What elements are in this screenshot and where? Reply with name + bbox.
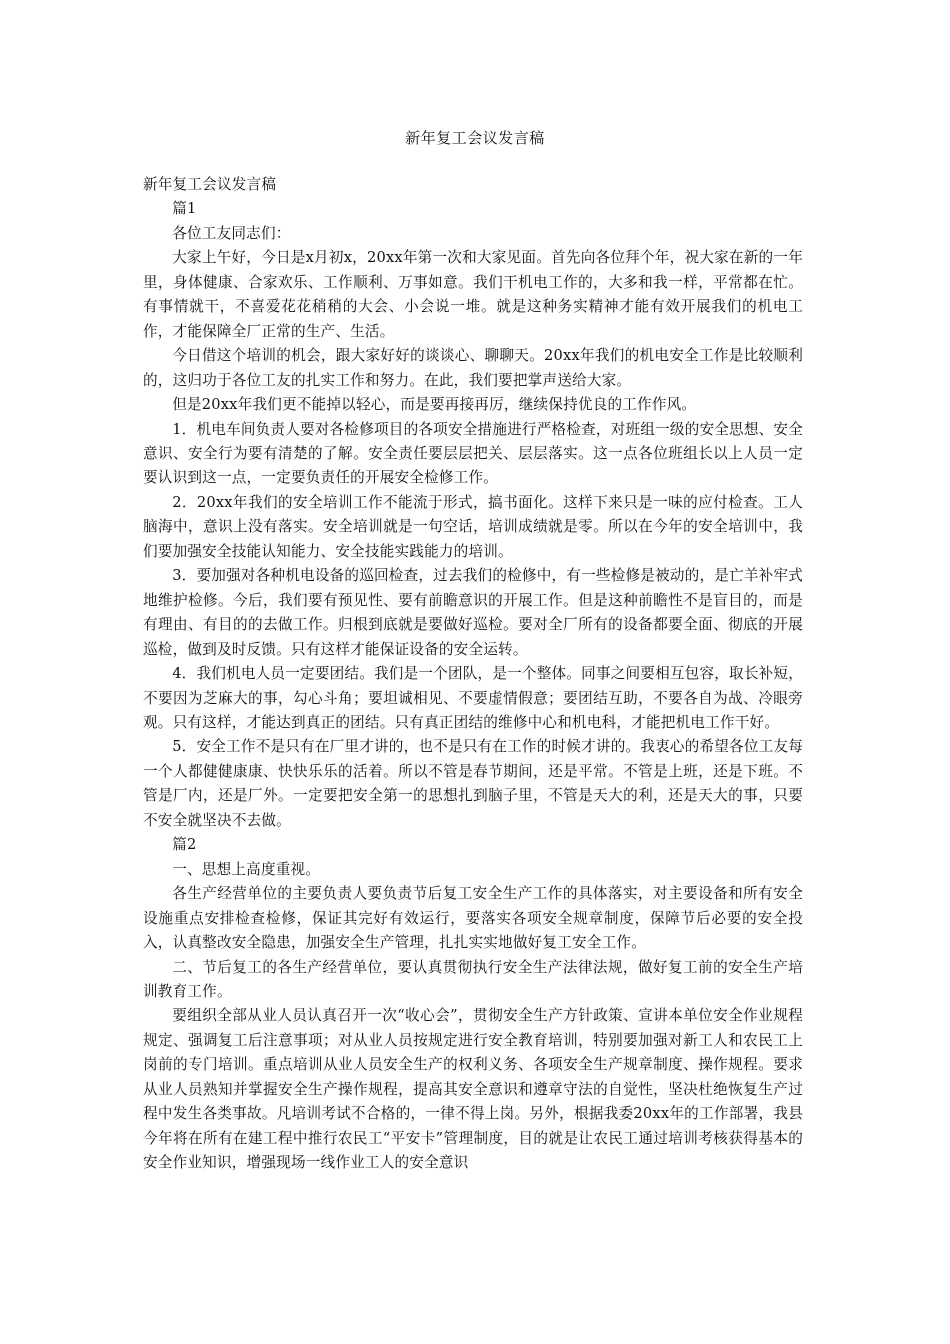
paragraph: 4．我们机电人员一定要团结。我们是一个团队，是一个整体。同事之间要相互包容，取长补短，不要因为芝麻大的事，勾心斗角；要坦诚相见、不要虚情假意；要团结互助，不要各自为战、冷眼旁观。只有这样，才能达到真正的团结。只有真正团结的维修中心和机电科，才能把机电工作干好。 <box>143 665 804 731</box>
document-subtitle: 新年复工会议发言稿 <box>143 176 277 193</box>
document-body <box>143 173 803 1176</box>
paragraph: 3．要加强对各种机电设备的巡回检查，过去我们的检修中，有一些检修是被动的，是亡羊补牢式地维护检修。今后，我们要有预见性、要有前瞻意识的开展工作。但是这种前瞻性不是盲目的，而是有理由、有目的的去做工作。归根到底就是要做好巡检。要对全厂所有的设备都要全面、彻底的开展巡检，做到及时反馈。只有这样才能保证设备的安全运转。 <box>143 567 804 658</box>
document-title: 新年复工会议发言稿 <box>405 129 545 147</box>
paragraph: 5．安全工作不是只有在厂里才讲的，也不是只有在工作的时候才讲的。我衷心的希望各位工友每一个人都健健康康、快快乐乐的活着。所以不管是春节期间，还是平常。不管是上班，还是下班。不管是厂内，还是厂外。一定要把安全第一的思想扎到脑子里，不管是天大的利，还是天大的事，只要不安全就坚决不去做。 <box>143 738 804 829</box>
paragraph: 要组织全部从业人员认真召开一次“收心会”，贯彻安全生产方针政策、宣讲本单位安全作业规程规定、强调复工后注意事项；对从业人员按规定进行安全教育培训，特别要加强对新工人和农民工上岗前的专门培训。重点培训从业人员安全生产的权利义务、各项安全生产规章制度、操作规程。要求从业人员熟知并掌握安全生产操作规程，提高其安全意识和遵章守法的自觉性，坚决杜绝恢复生产过程中发生各类事故。凡培训考试不合格的，一律不得上岗。另外，根据我委20xx年的工作部署，我县今年将在所有在建工程中推行农民工“平安卡”管理制度，目的就是让农民工通过培训考核获得基本的安全作业知识，增强现场一线作业工人的安全意识 <box>143 1007 803 1172</box>
paragraph: 各生产经营单位的主要负责人要负责节后复工安全生产工作的具体落实，对主要设备和所有安全设施重点安排检查检修，保证其完好有效运行，要落实各项安全规章制度，保障节后必要的安全投入，认真整改安全隐患，加强安全生产管理，扎扎实实地做好复工安全工作。 <box>143 885 803 952</box>
paragraph: 大家上午好，今日是x月初x，20xx年第一次和大家见面。首先向各位拜个年，祝大家在新的一年里，身体健康、合家欢乐、工作顺利、万事如意。我们干机电工作的，大多和我一样，平常都在忙。有事情就干，不喜爱花花稍稍的大会、小会说一堆。就是这种务实精神才能有效开展我们的机电工作，才能保障全厂正常的生产、生活。 <box>143 249 803 340</box>
paragraph: 1．机电车间负责人要对各检修项目的各项安全措施进行严格检查，对班组一级的安全思想、安全意识、安全行为要有清楚的了解。安全责任要层层把关、层层落实。这一点各位班组长以上人员一定要认识到这一点，一定要负责任的开展安全检修工作。 <box>143 420 804 487</box>
section-1-heading: 篇1 <box>172 200 197 218</box>
paragraph: 一、思想上高度重视。 <box>172 860 321 878</box>
section-1-greeting: 各位工友同志们： <box>172 224 291 242</box>
section-2-heading: 篇2 <box>172 836 197 854</box>
paragraph: 但是20xx年我们更不能掉以轻心，而是要再接再厉，继续保持优良的工作作风。 <box>172 396 697 414</box>
paragraph: 今日借这个培训的机会，跟大家好好的谈谈心、聊聊天。20xx年我们的机电安全工作是比较顺利的，这归功于各位工友的扎实工作和努力。在此，我们要把掌声送给大家。 <box>143 347 803 389</box>
paragraph: 二、节后复工的各生产经营单位，要认真贯彻执行安全生产法律法规，做好复工前的安全生产培训教育工作。 <box>143 958 803 1000</box>
paragraph: 2．20xx年我们的安全培训工作不能流于形式，搞书面化。这样下来只是一味的应付检查。工人脑海中，意识上没有落实。安全培训就是一句空话，培训成绩就是零。所以在今年的安全培训中，我们要加强安全技能认知能力、安全技能实践能力的培训。 <box>143 493 803 560</box>
